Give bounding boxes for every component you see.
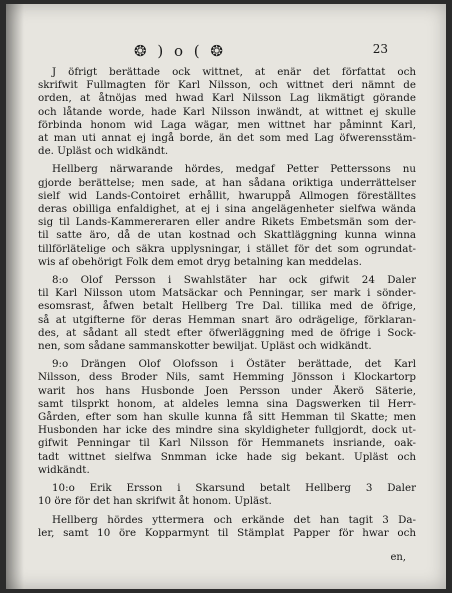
text-line: widkändt. [38, 463, 90, 476]
header-ornament: ❂ ) o ( ❂ [134, 42, 226, 60]
text-line: warit hos hans Husbonde Joen Persson under Åkerö Säterie, [38, 384, 416, 397]
text-line: tadt wittnet sielfwa Snmman icke hade sig bekant. Upläst och [38, 450, 416, 463]
text-line: tillförlätelige och säkra upplysningar, i stället för det som ogrundat- [38, 242, 416, 255]
text-line: 10:o Erik Ersson i Skarsund betalt Hellberg 3 Daler [52, 482, 416, 495]
text-line: orden, at åtnöjas med hwad Karl Nilsson Lag likmätigt görande [38, 92, 416, 105]
text-line: Hellberg närwarande hördes, medgaf Petter Petterssons nu [52, 163, 416, 176]
text-line: skrifwit Fullmagten för Karl Nilsson, och wittnet deri nämnt de [38, 79, 416, 92]
text-line: Gården, efter som han skulle kunna få sitt Hemman til Skatte; men [38, 411, 416, 424]
text-line: ler, samt 10 öre Kopparmynt til Stämplat Papper för hwar och [38, 526, 416, 539]
text-line: 8:o Olof Persson i Swahlstäter har ock gifwit 24 Daler [52, 274, 416, 287]
text-line: 9:o Drängen Olof Olofsson i Östäter berättade, det Karl [52, 358, 416, 371]
text-line: 10 öre för det han skrifwit åt honom. Upläst. [38, 495, 272, 508]
text-line: Hellberg hördes yttermera och erkände det han tagit 3 Da- [52, 513, 416, 526]
text-line: förbinda honom wid Laga wägar, men wittnet har påminnt Karl, [38, 118, 416, 131]
text-line: J öfrigt berättade ock wittnet, at enär det författat och [52, 66, 416, 78]
text-line: des, at sådant all stedt efter öfwerläggning med de öfrige i Sock- [38, 326, 416, 339]
text-line: gifwit Penningar til Karl Nilsson för Hemmanets insriande, oak- [38, 437, 416, 450]
text-line: wis af obehörigt Folk dem emot dryg betalning kan meddelas. [38, 255, 362, 268]
text-line: och låtande worde, hade Karl Nilsson inwändt, at wittnet ej skulle [38, 105, 416, 118]
page-header [6, 42, 446, 62]
body-text [38, 66, 416, 540]
text-line: esomsrast, åfwen betalt Hellberg Tre Dal. tillika med de öfrige, [38, 300, 416, 313]
text-line: Husbonden har icke des mindre sina skyldigheter fullgjordt, dock ut- [38, 424, 416, 437]
catchword: en, [390, 552, 406, 563]
text-line: til satte äro, då de utan kostnad och Skattläggning kunna winna [38, 229, 416, 242]
text-line: gjorde berättelse; men sade, at han sådana oriktiga underrättelser [38, 176, 416, 189]
text-line: at man uti annat ej ingå borde, än det som med Lag öfwerensstäm- [38, 132, 416, 145]
text-line: deras obilliga enfaldighet, at ej i sina angelägenheter sielfwa wända [38, 203, 416, 216]
text-line: samt tilsprkt honom, at aldeles lemna sina Dagswerken til Herr- [38, 397, 416, 410]
text-line: til Karl Nilsson utom Matsäckar och Penningar, ser mark i sönder- [38, 287, 416, 300]
page-gutter-shadow [6, 4, 24, 589]
text-line: de. Upläst och widkändt. [38, 145, 169, 158]
text-line: Nilsson, dess Broder Nils, samt Hemming Jönsson i Klockartorp [38, 371, 416, 384]
book-page [6, 4, 446, 589]
text-line: sielf wid Lands-Contoiret erhållit, hwaruppå Allmogen föreställtes [38, 189, 416, 202]
text-line: nen, som sådane sammanskotter bewiljat. Upläst och widkändt. [38, 340, 372, 353]
text-line: sig til Lands-Kammereraren eller andre Rikets Embetsmän som der- [38, 216, 416, 229]
page-number: 23 [372, 42, 388, 56]
text-line: så at utgifterne för deras Hemman snart äro odrägelige, förklaran- [38, 313, 416, 326]
